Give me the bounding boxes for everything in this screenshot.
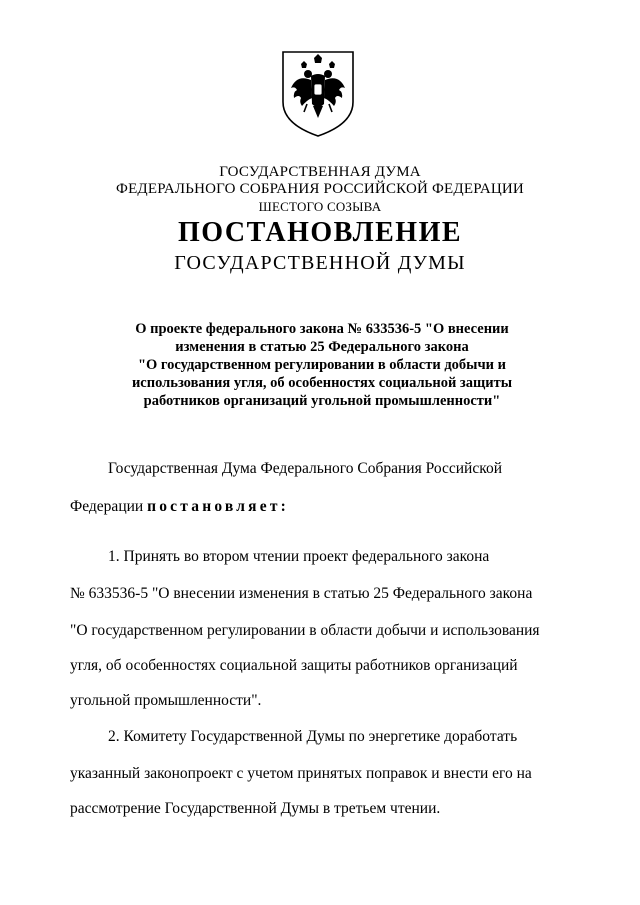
issuer-line-2: ФЕДЕРАЛЬНОГО СОБРАНИЯ РОССИЙСКОЙ ФЕДЕРАЦИИ [116,181,524,197]
document-subtitle: ГОСУДАРСТВЕННОЙ ДУМЫ [174,252,466,274]
subject-line: использования угля, об особенностях социальной защиты [131,375,513,391]
decree-verb: постановляет: [147,498,289,515]
item2-line: рассмотрение Государственной Думы в третьем чтении. [70,800,441,817]
subject-line: работников организаций угольной промышленности" [143,393,501,409]
item2-line: указанный законопроект с учетом принятых поправок и внести его на [70,765,532,782]
item1-line: угольной промышленности". [70,692,262,709]
preamble-prefix: Федерации [70,498,144,515]
convocation-line: ШЕСТОГО СОЗЫВА [258,199,382,214]
preamble-line-2 [70,497,560,517]
document-title: ПОСТАНОВЛЕНИЕ [177,217,463,248]
coat-of-arms-icon [277,44,359,140]
subject-line: "О государственном регулировании в области добычи и [137,357,507,373]
issuer-line-1: ГОСУДАРСТВЕННАЯ ДУМА [219,164,421,180]
subject-line: изменения в статью 25 Федерального закона [175,339,469,355]
item2-line: 2. Комитету Государственной Думы по энергетике доработать [108,728,518,745]
subject-line: О проекте федерального закона № 633536-5 "О внесении [135,321,509,337]
item1-line: № 633536-5 "О внесении изменения в статью 25 Федерального закона [70,585,533,602]
preamble-line-1: Государственная Дума Федерального Собрания Российской [108,460,502,477]
subject-block [80,320,564,410]
item1-line: "О государственном регулировании в области добычи и использования [70,622,540,639]
item1-line: угля, об особенностях социальной защиты работников организаций [70,657,518,674]
item1-line: 1. Принять во втором чтении проект федерального закона [108,548,490,565]
